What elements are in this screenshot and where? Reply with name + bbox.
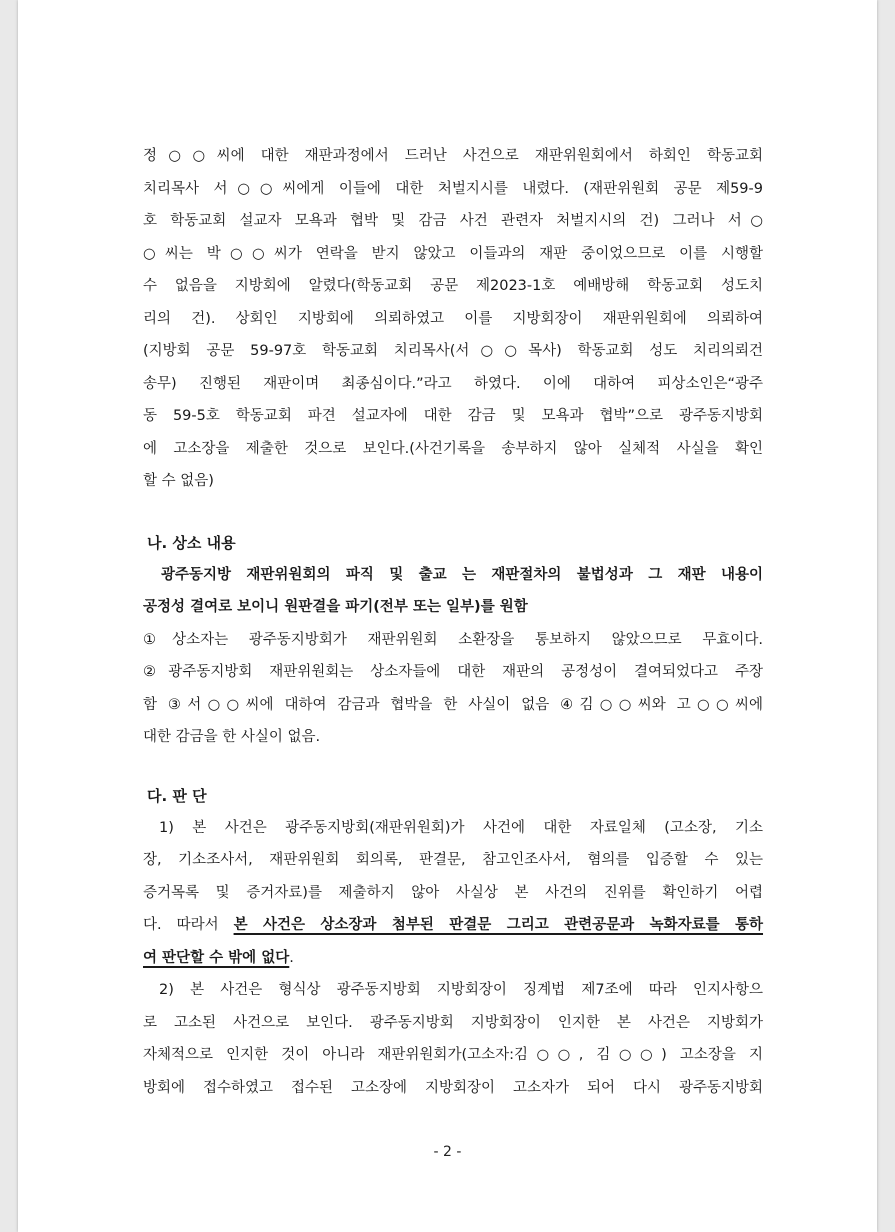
text-line: 자체적으로 인지한 것이 아니라 재판위원회가(고소자:김○○, 김○○) 고소장을 지 xyxy=(143,1047,763,1063)
text-line xyxy=(143,909,763,942)
text-line: (지방회 공문 59-97호 학동교회 치리목사(서○○목사) 학동교회 성도 치리의뢰건 xyxy=(143,343,763,359)
emphasized-conclusion: 여 판단할 수 밖에 없다 xyxy=(143,949,290,966)
text-line: 치리목사 서○○씨에게 이들에 대한 처벌지시를 내렸다. (재판위원회 공문 제59-9 xyxy=(143,180,763,197)
text-line: 동 59-5호 학동교회 파견 설교자에 대한 감금 및 모욕과 협박”으로 광주동지방회 xyxy=(143,408,763,424)
text-line: 리의 건). 상회인 지방회에 의뢰하였고 이를 지방회장이 재판위원회에 의뢰하여 xyxy=(143,310,763,327)
text-line xyxy=(143,942,763,975)
text-plain: 다. 따라서 xyxy=(143,917,234,933)
section-judgment xyxy=(143,780,763,1105)
section-heading: 나. 상소 내용 xyxy=(147,533,236,552)
document-page xyxy=(18,0,877,1232)
text-line: 할 수 없음) xyxy=(143,473,214,489)
text-line: 함 ③서○○씨에 대하여 감금과 협박을 한 사실이 없음 ④김○○씨와 고○○씨에 xyxy=(143,696,763,713)
text-line: 로 고소된 사건으로 보인다. 광주동지방회 지방회장이 인지한 본 사건은 지방회가 xyxy=(143,1014,763,1031)
judgment-item-2 xyxy=(143,974,763,1104)
text-line: 장, 기소조사서, 재판위원회 회의록, 판결문, 참고인조사서, 혐의를 입증할 수 있는 xyxy=(143,852,763,868)
paragraph-case-background xyxy=(143,140,763,498)
appeal-summary-line: 광주동지방 재판위원회의 파직 및 출교 는 재판절차의 불법성과 그 재판 내용이 xyxy=(161,566,763,583)
text-line: 수 없음을 지방회에 알렸다(학동교회 공문 제2023-1호 예배방해 학동교회 성도치 xyxy=(143,278,763,294)
text-line: 대한 감금을 한 사실이 없음. xyxy=(143,729,321,745)
text-line: 증거목록 및 증거자료)를 제출하지 않아 사실상 본 사건의 진위를 확인하기 어렵 xyxy=(143,884,763,901)
section-appeal-content xyxy=(143,527,763,754)
text-line: ②광주동지방회 재판위원회는 상소자들에 대한 재판의 공정성이 결여되었다고 주장 xyxy=(143,664,763,680)
page-number: - 2 - xyxy=(433,1144,462,1160)
text-line: 2) 본 사건은 형식상 광주동지방회 지방회장이 징계법 제7조에 따라 인지사항으 xyxy=(159,982,763,998)
judgment-item-1 xyxy=(143,812,763,975)
text-line: 1) 본 사건은 광주동지방회(재판위원회)가 사건에 대한 자료일체 (고소장, 기소 xyxy=(159,819,763,836)
text-plain: . xyxy=(289,949,294,966)
section-heading: 다. 판 단 xyxy=(147,786,207,805)
text-line: ○씨는 박○○씨가 연락을 받지 않았고 이들과의 재판 중이었으므로 이를 시행할 xyxy=(143,245,763,262)
page-content xyxy=(143,140,763,1104)
text-line: 에 고소장을 제출한 것으로 보인다.(사건기록을 송부하지 않아 실체적 사실을 확인 xyxy=(143,440,763,457)
text-line: ①상소자는 광주동지방회가 재판위원회 소환장을 통보하지 않았으므로 무효이다. xyxy=(143,631,763,648)
appeal-summary-line: 공정성 결여로 보이니 원판결을 파기(전부 또는 일부)를 원함 xyxy=(143,599,528,615)
text-line: 호 학동교회 설교자 모욕과 협박 및 감금 사건 관련자 처벌지시의 건) 그러나 서○ xyxy=(143,213,763,229)
emphasized-conclusion: 본 사건은 상소장과 첨부된 판결문 그리고 관련공문과 녹화자료를 통하 xyxy=(233,917,764,933)
text-line: 방회에 접수하였고 접수된 고소장에 지방회장이 고소자가 되어 다시 광주동지방회 xyxy=(143,1079,763,1096)
text-line: 정○○씨에 대한 재판과정에서 드러난 사건으로 재판위원회에서 하회인 학동교회 xyxy=(143,148,763,164)
text-line: 송무) 진행된 재판이며 최종심이다.”라고 하였다. 이에 대하여 피상소인은“광주 xyxy=(143,375,763,392)
